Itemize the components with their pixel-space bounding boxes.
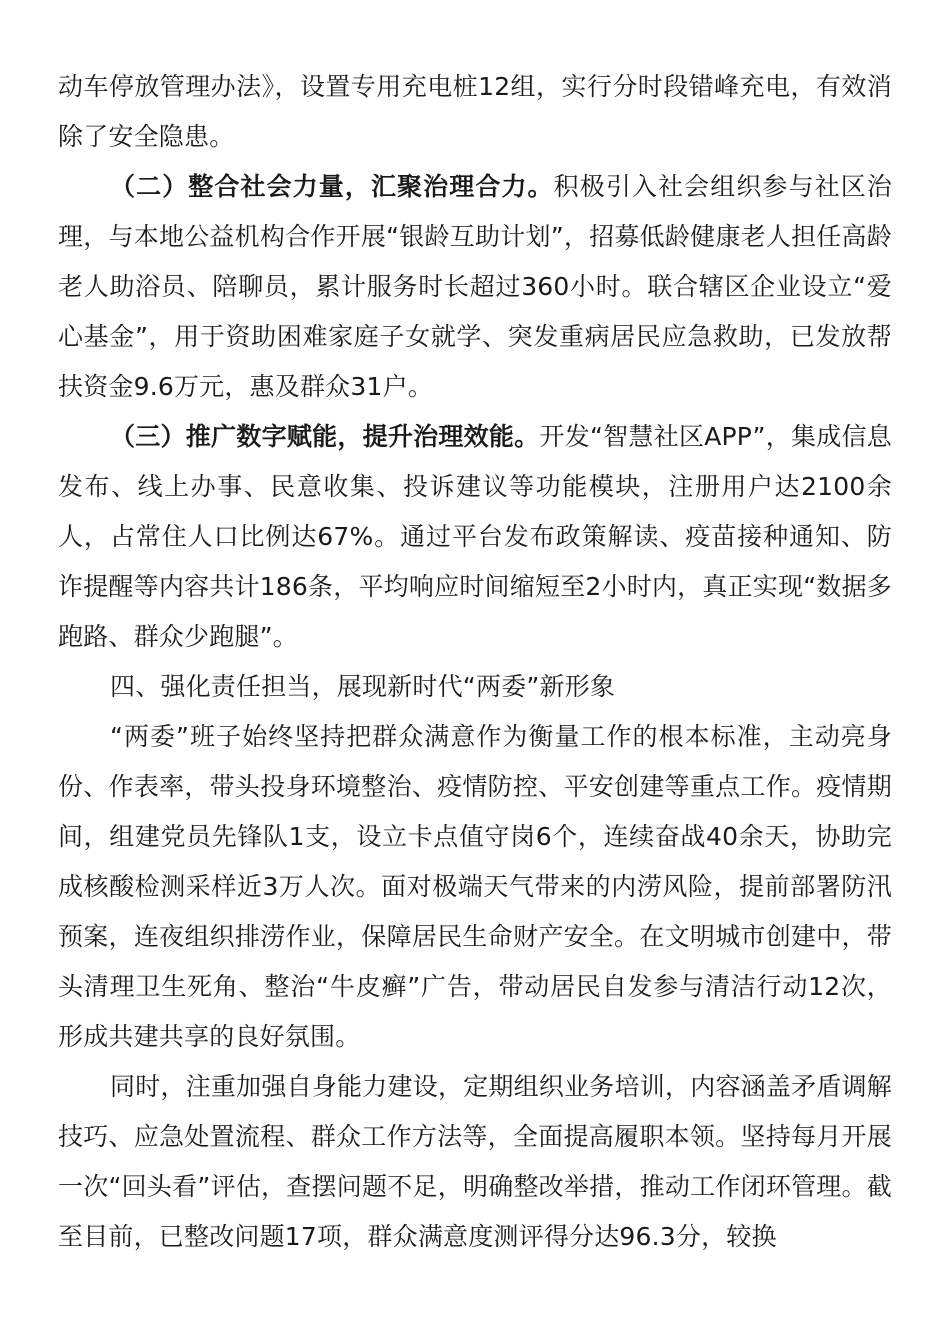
paragraph-text: 开发“智慧社区APP”，集成信息发布、线上办事、民意收集、投诉建议等功能模块，注册用户达2100余人，占常住人口比例达67%。通过平台发布政策解读、疫苗接种通知、防诈提醒等内容共计186条，平均响应时间缩短至2小时内，真正实现“数据多跑路、群众少跑腿”。 (58, 422, 892, 651)
section-heading-three: （三）推广数字赋能，提升治理效能。 (110, 422, 540, 451)
document-page (58, 62, 892, 1262)
paragraph-two-committees (58, 712, 892, 1062)
section-heading-two: （二）整合社会力量，汇聚治理合力。 (110, 172, 554, 201)
chapter-heading-text: 四、强化责任担当，展现新时代“两委”新形象 (110, 672, 616, 701)
paragraph-continuation (58, 62, 892, 162)
paragraph-text: 积极引入社会组织参与社区治理，与本地公益机构合作开展“银龄互助计划”，招募低龄健康老人担任高龄老人助浴员、陪聊员，累计服务时长超过360小时。联合辖区企业设立“爱心基金”，用于资助困难家庭子女就学、突发重病居民应急救助，已发放帮扶资金9.6万元，惠及群众31户。 (58, 172, 892, 401)
paragraph-capacity-building (58, 1062, 892, 1262)
paragraph-section-two (58, 162, 892, 412)
chapter-heading-four (58, 662, 892, 712)
paragraph-section-three (58, 412, 892, 662)
paragraph-text: 动车停放管理办法》，设置专用充电桩12组，实行分时段错峰充电，有效消除了安全隐患。 (58, 72, 892, 151)
paragraph-text: 同时，注重加强自身能力建设，定期组织业务培训，内容涵盖矛盾调解技巧、应急处置流程、群众工作方法等，全面提高履职本领。坚持每月开展一次“回头看”评估，查摆问题不足，明确整改举措，推动工作闭环管理。截至目前，已整改问题17项，群众满意度测评得分达96.3分，较换 (58, 1072, 892, 1251)
paragraph-text: “两委”班子始终坚持把群众满意作为衡量工作的根本标准，主动亮身份、作表率，带头投身环境整治、疫情防控、平安创建等重点工作。疫情期间，组建党员先锋队1支，设立卡点值守岗6个，连续奋战40余天，协助完成核酸检测采样近3万人次。面对极端天气带来的内涝风险，提前部署防汛预案，连夜组织排涝作业，保障居民生命财产安全。在文明城市创建中，带头清理卫生死角、整治“牛皮癣”广告，带动居民自发参与清洁行动12次，形成共建共享的良好氛围。 (58, 722, 892, 1051)
